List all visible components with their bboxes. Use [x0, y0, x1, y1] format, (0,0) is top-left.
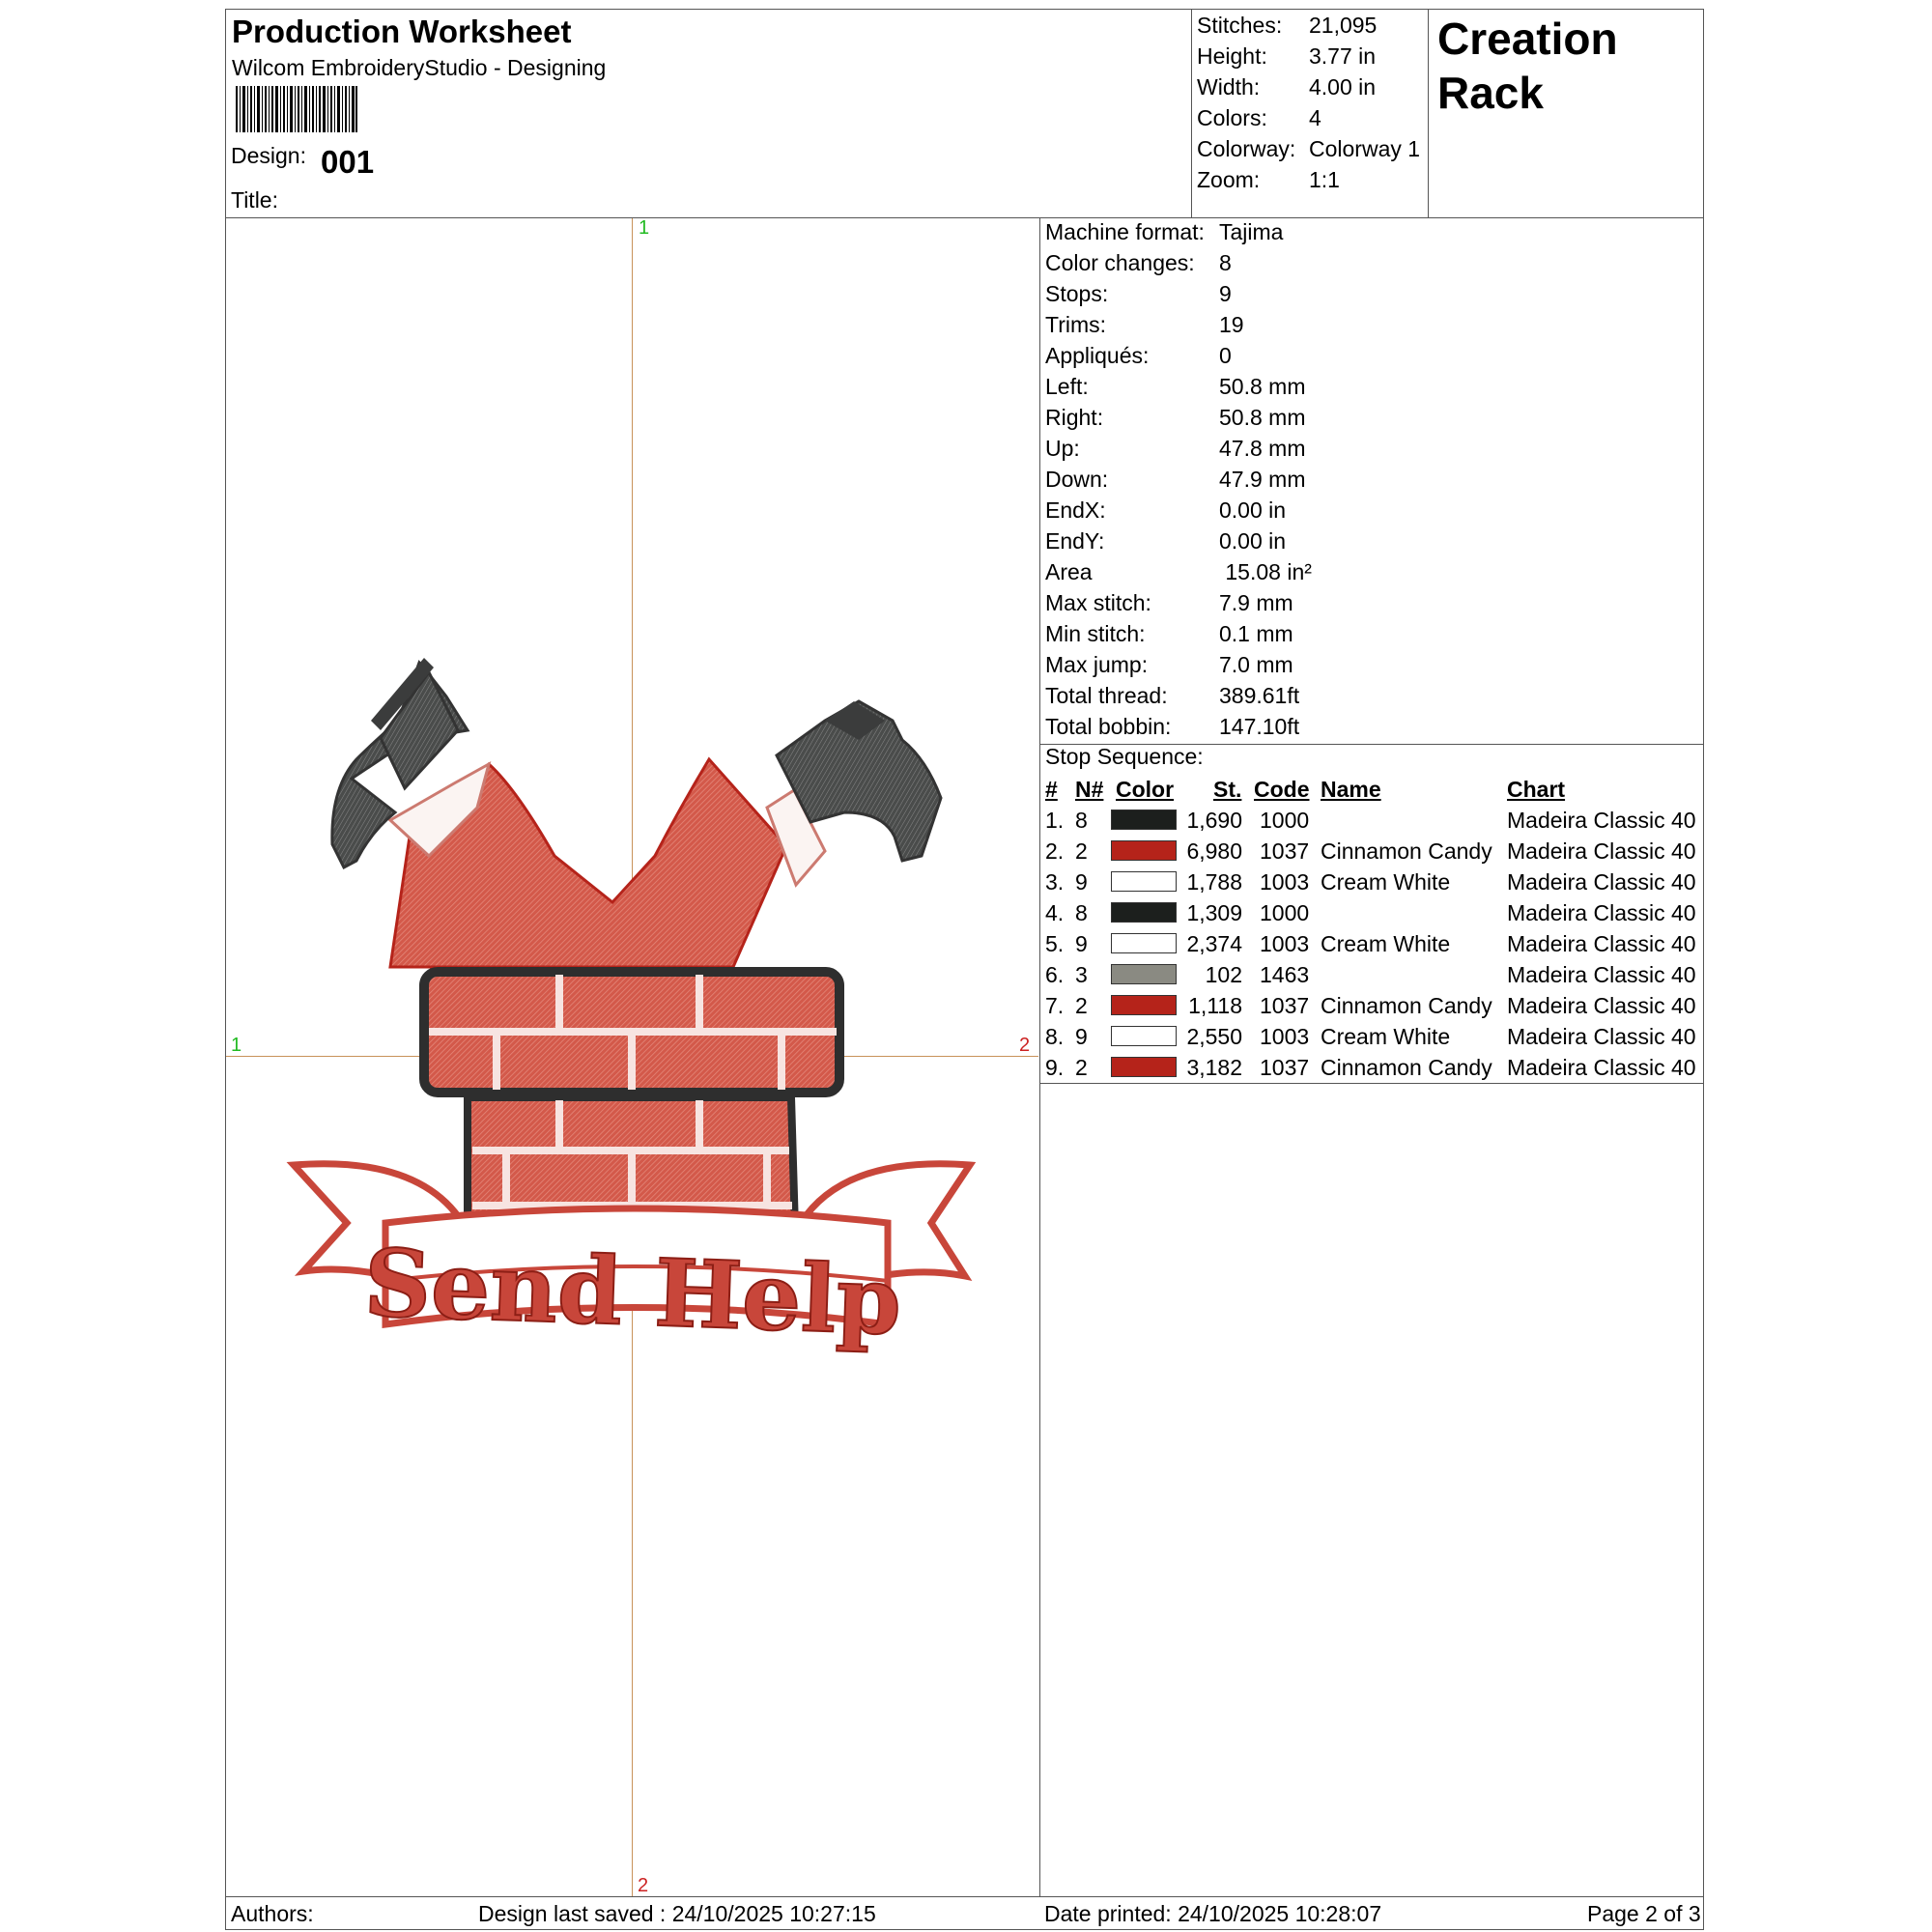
stop-cell-chart: Madeira Classic 40: [1507, 869, 1696, 895]
banner-text: Send Help: [362, 1228, 903, 1356]
detail-label: EndY:: [1045, 528, 1105, 554]
stop-cell-chart: Madeira Classic 40: [1507, 1055, 1696, 1080]
stop-cell-needle: 8: [1075, 808, 1088, 833]
stop-cell-stitches: 2,374: [1186, 931, 1242, 956]
detail-value: 147.10ft: [1219, 714, 1300, 739]
detail-value: 0.00 in: [1219, 528, 1287, 554]
stop-cell-name: Cream White: [1321, 931, 1451, 956]
stop-cell-num: 9.: [1045, 1055, 1065, 1080]
axis-marker-left: 1: [231, 1035, 242, 1056]
stop-cell-needle: 2: [1075, 993, 1088, 1018]
col-header-name: Name: [1321, 777, 1381, 802]
detail-label: Color changes:: [1045, 250, 1195, 275]
detail-value: 9: [1219, 281, 1232, 306]
stop-cell-needle: 9: [1075, 1024, 1088, 1049]
detail-value: 7.0 mm: [1219, 652, 1293, 677]
color-swatch: [1111, 1026, 1177, 1046]
stop-cell-stitches: 102: [1205, 962, 1242, 987]
detail-value: 0.00 in: [1219, 497, 1287, 523]
summary-value: 21,095: [1309, 13, 1378, 38]
stop-cell-chart: Madeira Classic 40: [1507, 993, 1696, 1018]
santa-legs: [390, 759, 825, 967]
stop-cell-code: 1000: [1260, 900, 1310, 925]
stop-cell-name: Cinnamon Candy: [1321, 838, 1492, 864]
detail-label: EndX:: [1045, 497, 1106, 523]
stop-cell-code: 1003: [1260, 931, 1310, 956]
footer-page-number: Page 2 of 3: [1587, 1901, 1701, 1926]
detail-label: Total bobbin:: [1045, 714, 1172, 739]
col-header-stitches: St.: [1213, 777, 1242, 802]
detail-label: Up:: [1045, 436, 1080, 461]
stop-cell-code: 1037: [1260, 993, 1310, 1018]
detail-label: Max stitch:: [1045, 590, 1151, 615]
stop-cell-needle: 2: [1075, 1055, 1088, 1080]
col-header-chart: Chart: [1507, 777, 1566, 802]
summary-value: 4.00 in: [1309, 74, 1377, 99]
footer-last-saved: Design last saved : 24/10/2025 10:27:15: [478, 1901, 876, 1926]
stop-cell-num: 7.: [1045, 993, 1065, 1018]
design-label: Design:: [231, 143, 306, 168]
stop-cell-needle: 8: [1075, 900, 1088, 925]
axis-marker-right: 2: [1019, 1035, 1031, 1056]
stop-cell-code: 1037: [1260, 838, 1310, 864]
footer-date-printed: Date printed: 24/10/2025 10:28:07: [1044, 1901, 1382, 1926]
summary-value: 1:1: [1309, 167, 1340, 192]
stop-cell-chart: Madeira Classic 40: [1507, 900, 1696, 925]
stop-cell-stitches: 1,788: [1186, 869, 1242, 895]
worksheet-title: Production Worksheet: [232, 14, 572, 49]
detail-label: Left:: [1045, 374, 1089, 399]
detail-value: 19: [1219, 312, 1244, 337]
stop-cell-needle: 3: [1075, 962, 1088, 987]
color-swatch: [1111, 995, 1177, 1015]
color-swatch: [1111, 871, 1177, 892]
color-swatch: [1111, 902, 1177, 923]
detail-label: Trims:: [1045, 312, 1107, 337]
stop-cell-num: 6.: [1045, 962, 1065, 987]
stop-cell-name: Cream White: [1321, 869, 1451, 895]
stop-cell-needle: 9: [1075, 931, 1088, 956]
embroidery-design-preview: [226, 218, 1038, 1896]
brand-line-2: Rack: [1437, 68, 1544, 118]
design-number: 001: [321, 144, 375, 180]
summary-label: Stitches:: [1197, 13, 1283, 38]
stop-cell-code: 1003: [1260, 869, 1310, 895]
stop-cell-chart: Madeira Classic 40: [1507, 838, 1696, 864]
detail-value: 7.9 mm: [1219, 590, 1293, 615]
detail-value: 50.8 mm: [1219, 405, 1306, 430]
summary-value: 4: [1309, 105, 1321, 130]
stop-cell-name: Cinnamon Candy: [1321, 993, 1492, 1018]
detail-value: 15.08 in²: [1219, 559, 1312, 584]
barcode-icon: [236, 86, 357, 132]
chimney-top: [424, 972, 839, 1093]
detail-value: Tajima: [1219, 219, 1284, 244]
stop-cell-stitches: 3,182: [1186, 1055, 1242, 1080]
summary-label: Height:: [1197, 43, 1267, 69]
stop-cell-stitches: 2,550: [1186, 1024, 1242, 1049]
col-header-num: #: [1045, 777, 1058, 802]
stop-cell-chart: Madeira Classic 40: [1507, 1024, 1696, 1049]
detail-label: Machine format:: [1045, 219, 1205, 244]
table-end-divider: [1039, 1083, 1704, 1084]
summary-label: Zoom:: [1197, 167, 1261, 192]
detail-label: Total thread:: [1045, 683, 1168, 708]
color-swatch: [1111, 1057, 1177, 1077]
detail-label: Stops:: [1045, 281, 1109, 306]
footer-divider: [225, 1896, 1704, 1897]
stop-cell-code: 1037: [1260, 1055, 1310, 1080]
stop-cell-stitches: 1,118: [1188, 993, 1242, 1018]
detail-value: 50.8 mm: [1219, 374, 1306, 399]
color-swatch: [1111, 933, 1177, 953]
color-swatch: [1111, 810, 1177, 830]
title-label: Title:: [231, 187, 278, 213]
color-swatch: [1111, 840, 1177, 861]
detail-label: Appliqués:: [1045, 343, 1150, 368]
stop-cell-chart: Madeira Classic 40: [1507, 931, 1696, 956]
software-name: Wilcom EmbroideryStudio - Designing: [232, 55, 607, 80]
detail-label: Down:: [1045, 467, 1109, 492]
summary-value: Colorway 1: [1309, 136, 1421, 161]
stop-cell-code: 1003: [1260, 1024, 1310, 1049]
detail-label: Min stitch:: [1045, 621, 1146, 646]
detail-label: Max jump:: [1045, 652, 1149, 677]
stop-cell-num: 4.: [1045, 900, 1065, 925]
stop-sequence-title: Stop Sequence:: [1045, 744, 1204, 769]
detail-value: 0: [1219, 343, 1232, 368]
brand-divider: [1428, 9, 1429, 217]
summary-value: 3.77 in: [1309, 43, 1377, 69]
detail-value: 0.1 mm: [1219, 621, 1293, 646]
preview-divider: [1039, 217, 1040, 1896]
stop-cell-num: 1.: [1045, 808, 1065, 833]
axis-marker-top: 1: [639, 217, 650, 239]
stop-cell-code: 1463: [1260, 962, 1310, 987]
detail-label: Right:: [1045, 405, 1104, 430]
brand-line-1: Creation: [1437, 14, 1618, 64]
detail-label: Area: [1045, 559, 1093, 584]
stop-cell-num: 8.: [1045, 1024, 1065, 1049]
stop-cell-stitches: 6,980: [1186, 838, 1242, 864]
color-swatch: [1111, 964, 1177, 984]
stop-cell-num: 5.: [1045, 931, 1065, 956]
stop-cell-chart: Madeira Classic 40: [1507, 808, 1696, 833]
brand-name: [1437, 12, 1618, 120]
col-header-needle: N#: [1075, 777, 1104, 802]
col-header-code: Code: [1254, 777, 1310, 802]
stop-cell-needle: 9: [1075, 869, 1088, 895]
stop-cell-stitches: 1,690: [1186, 808, 1242, 833]
stop-cell-name: Cream White: [1321, 1024, 1451, 1049]
axis-marker-bottom: 2: [638, 1875, 649, 1896]
summary-label: Colors:: [1197, 105, 1267, 130]
stop-cell-code: 1000: [1260, 808, 1310, 833]
stop-cell-num: 2.: [1045, 838, 1065, 864]
stop-cell-num: 3.: [1045, 869, 1065, 895]
stop-cell-name: Cinnamon Candy: [1321, 1055, 1492, 1080]
stop-cell-needle: 2: [1075, 838, 1088, 864]
stop-cell-chart: Madeira Classic 40: [1507, 962, 1696, 987]
detail-value: 389.61ft: [1219, 683, 1300, 708]
col-header-color: Color: [1116, 777, 1175, 802]
summary-label: Width:: [1197, 74, 1261, 99]
summary-divider: [1191, 9, 1192, 217]
summary-label: Colorway:: [1197, 136, 1296, 161]
detail-value: 47.8 mm: [1219, 436, 1306, 461]
detail-value: 47.9 mm: [1219, 467, 1306, 492]
stop-cell-stitches: 1,309: [1186, 900, 1242, 925]
footer-authors: Authors:: [231, 1901, 314, 1926]
detail-value: 8: [1219, 250, 1232, 275]
